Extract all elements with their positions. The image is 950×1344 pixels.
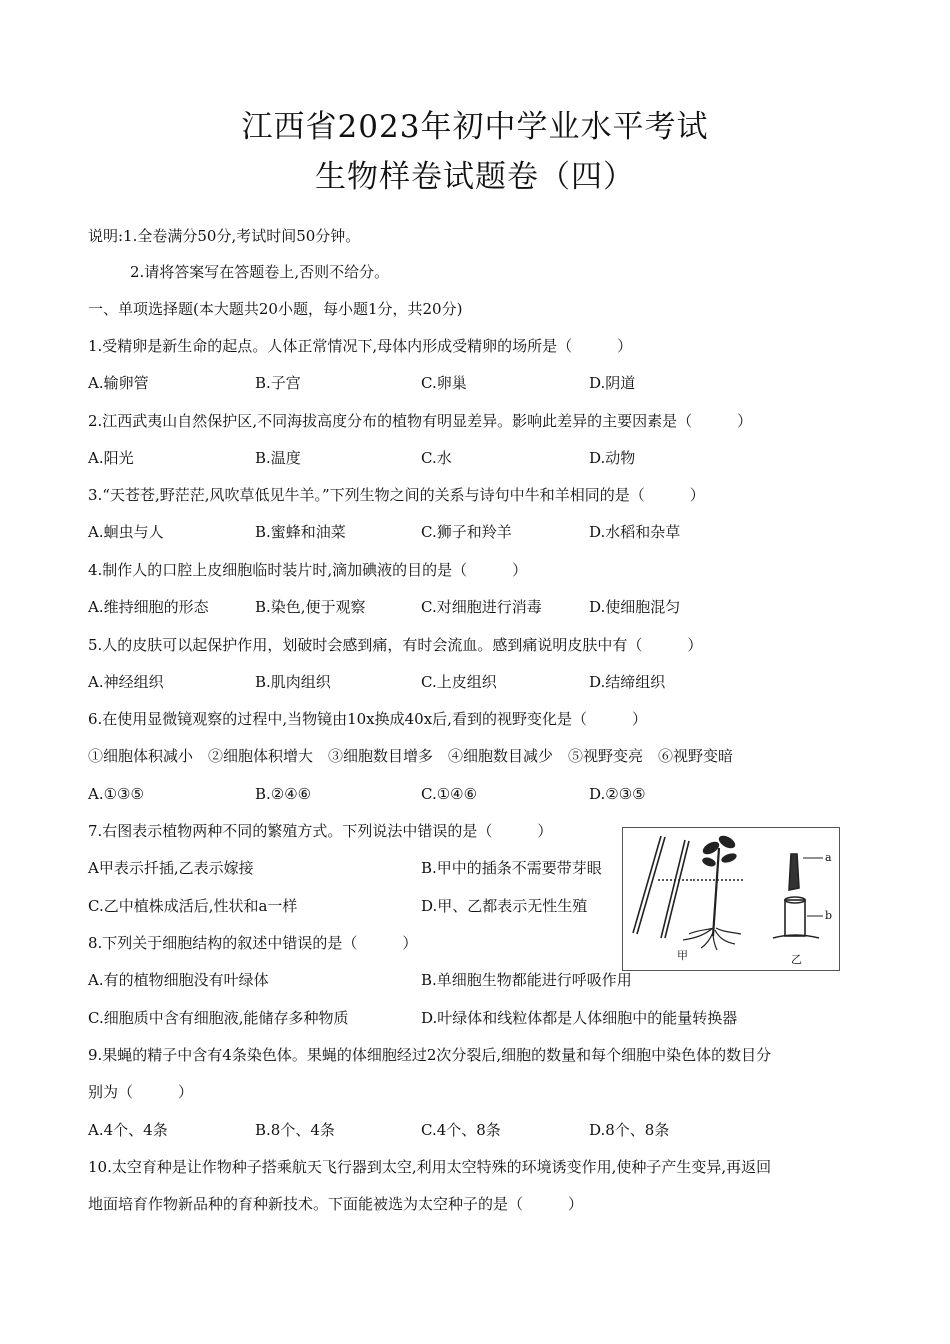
exam-title-line1: 江西省2023年初中学业水平考试 xyxy=(241,109,709,145)
q6-option-b: B.②④⑥ xyxy=(255,785,312,803)
scion-a xyxy=(789,854,799,890)
q8-option-c: C.细胞质中含有细胞液,能储存多种物质 xyxy=(88,1009,349,1027)
q7-option-d: D.甲、乙都表示无性生殖 xyxy=(421,897,588,915)
q1-option-c: C.卵巢 xyxy=(421,374,467,392)
q7-option-a: A甲表示扦插,乙表示嫁接 xyxy=(88,859,254,877)
section-heading: 一、单项选择题(本大题共20小题，每小题1分，共20分) xyxy=(88,300,463,318)
question-10-stem-cont: 地面培育作物新品种的育种新技术。下面能被选为太空种子的是（ ） xyxy=(88,1195,584,1213)
q9-option-b: B.8个、4条 xyxy=(255,1121,335,1139)
question-7-stem: 7.右图表示植物两种不同的繁殖方式。下列说法中错误的是（ ） xyxy=(88,822,553,840)
plant-roots xyxy=(683,928,741,950)
q3-option-a: A.蛔虫与人 xyxy=(88,523,164,541)
question-1-stem: 1.受精卵是新生命的起点。人体正常情况下,母体内形成受精卵的场所是（ ） xyxy=(88,337,633,355)
exam-title-line2: 生物样卷试题卷（四） xyxy=(315,159,635,195)
q5-option-a: A.神经组织 xyxy=(88,673,164,691)
cutting-stem-1b xyxy=(637,837,665,934)
note-2: 2.请将答案写在答题卷上,否则不给分。 xyxy=(130,263,390,281)
q3-option-b: B.蜜蜂和油菜 xyxy=(255,523,346,541)
q9-option-a: A.4个、4条 xyxy=(88,1121,168,1139)
q1-option-d: D.阴道 xyxy=(589,374,636,392)
question-10-stem: 10.太空育种是让作物种子搭乘航天飞行器到太空,利用太空特殊的环境诱变作用,使种子产生变异,再返回 xyxy=(88,1158,772,1176)
q3-option-d: D.水稻和杂草 xyxy=(589,523,681,541)
q4-option-c: C.对细胞进行消毒 xyxy=(421,598,542,616)
question-2-stem: 2.江西武夷山自然保护区,不同海拔高度分布的植物有明显差异。影响此差异的主要因素是（ ） xyxy=(88,412,753,430)
q9-option-c: C.4个、8条 xyxy=(421,1121,501,1139)
q7-option-b: B.甲中的插条不需要带芽眼 xyxy=(421,859,602,877)
question-6-stem: 6.在使用显微镜观察的过程中,当物镜由10x换成40x后,看到的视野变化是（ ） xyxy=(88,710,647,728)
cutting-stem-2 xyxy=(661,840,685,938)
question-4-stem: 4.制作人的口腔上皮细胞临时装片时,滴加碘液的目的是（ ） xyxy=(88,561,528,579)
q2-option-a: A.阳光 xyxy=(88,449,134,467)
propagation-illustration xyxy=(623,828,839,970)
q8-option-a: A.有的植物细胞没有叶绿体 xyxy=(88,971,269,989)
q3-option-c: C.狮子和羚羊 xyxy=(421,523,512,541)
question-6-statements: ①细胞体积减小 ②细胞体积增大 ③细胞数目增多 ④细胞数目减少 ⑤视野变亮 ⑥视野变暗 xyxy=(88,747,734,765)
q8-option-d: D.叶绿体和线粒体都是人体细胞中的能量转换器 xyxy=(421,1009,738,1027)
q6-option-c: C.①④⑥ xyxy=(421,785,478,803)
q8-option-b: B.单细胞生物都能进行呼吸作用 xyxy=(421,971,632,989)
q4-option-b: B.染色,便于观察 xyxy=(255,598,366,616)
leaf-3 xyxy=(701,856,717,868)
q2-option-d: D.动物 xyxy=(589,449,636,467)
question-9-stem: 9.果蝇的精子中含有4条染色体。果蝇的体细胞经过2次分裂后,细胞的数量和每个细胞中染色体的数目分 xyxy=(88,1046,772,1064)
question-3-stem: 3.“天苍苍,野茫茫,风吹草低见牛羊。”下列生物之间的关系与诗句中牛和羊相同的是（ ） xyxy=(88,486,705,504)
question-9-stem-cont: 别为（ ） xyxy=(88,1083,194,1101)
cutting-stem-2b xyxy=(665,841,689,938)
q1-option-a: A.输卵管 xyxy=(88,374,149,392)
q5-option-c: C.上皮组织 xyxy=(421,673,497,691)
q7-option-c: C.乙中植株成活后,性状和a一样 xyxy=(88,897,298,915)
stock-b xyxy=(785,900,805,936)
label-b: b xyxy=(825,909,833,922)
label-yi: 乙 xyxy=(791,953,802,966)
q4-option-a: A.维持细胞的形态 xyxy=(88,598,209,616)
q5-option-b: B.肌肉组织 xyxy=(255,673,331,691)
q6-option-d: D.②③⑤ xyxy=(589,785,646,803)
cutting-stem-1 xyxy=(633,836,661,933)
label-a: a xyxy=(825,851,832,864)
label-jia: 甲 xyxy=(677,949,688,962)
question-8-stem: 8.下列关于细胞结构的叙述中错误的是（ ） xyxy=(88,934,418,952)
question-5-stem: 5.人的皮肤可以起保护作用，划破时会感到痛，有时会流血。感到痛说明皮肤中有（ ） xyxy=(88,636,703,654)
leaf-4 xyxy=(720,852,738,865)
q1-option-b: B.子宫 xyxy=(255,374,301,392)
q2-option-c: C.水 xyxy=(421,449,452,467)
q2-option-b: B.温度 xyxy=(255,449,301,467)
q6-option-a: A.①③⑤ xyxy=(88,785,144,803)
q4-option-d: D.使细胞混匀 xyxy=(589,598,681,616)
note-1: 说明:1.全卷满分50分,考试时间50分钟。 xyxy=(88,227,361,245)
q5-option-d: D.结缔组织 xyxy=(589,673,666,691)
q9-option-d: D.8个、8条 xyxy=(589,1121,670,1139)
propagation-figure xyxy=(622,827,840,971)
